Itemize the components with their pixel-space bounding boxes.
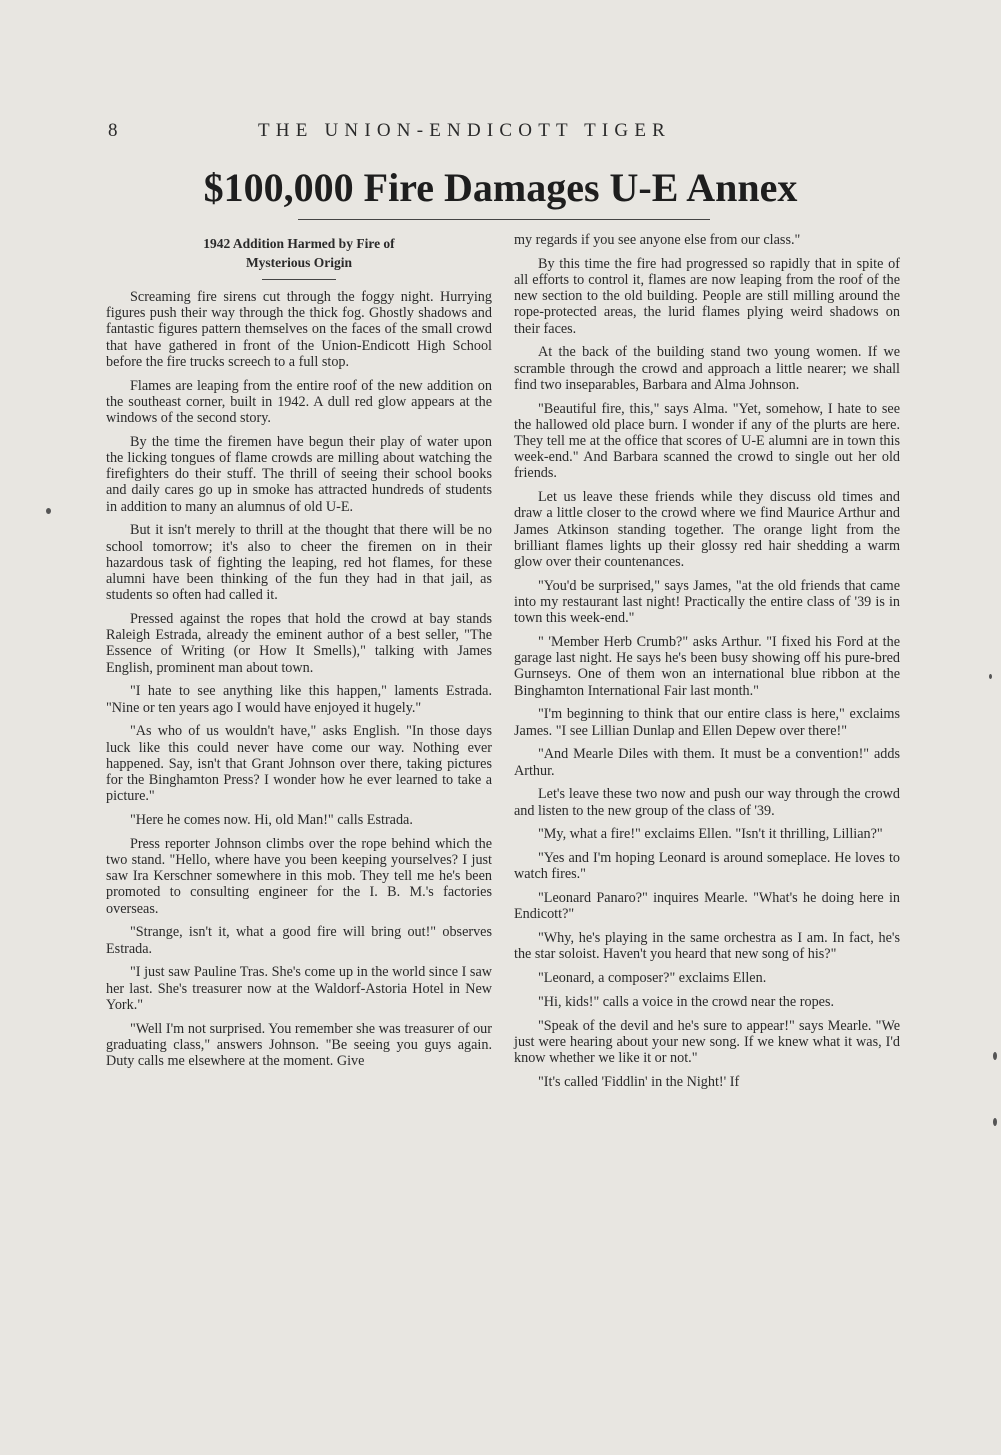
right-column <box>514 232 900 1098</box>
page-number: 8 <box>108 120 119 141</box>
scan-speck <box>993 1118 997 1126</box>
paragraph: "I hate to see anything like this happen," laments Estrada. "Nine or ten years ago I would have enjoyed it hugely." <box>106 683 492 716</box>
paragraph: At the back of the building stand two young women. If we scramble through the crowd and approach a little nearer; we shall find two inseparables, Barbara and Alma Johnson. <box>514 344 900 393</box>
paragraph: Let's leave these two now and push our way through the crowd and listen to the new group of the class of '39. <box>514 786 900 819</box>
paragraph: Let us leave these friends while they discuss old times and draw a little closer to the crowd where we find Maurice Arthur and James Atkinson standing together. The orange light from the brilliant flames lights up their glossy red hair shedding a warm glow over their countenances. <box>514 489 900 571</box>
article-headline: $100,000 Fire Damages U-E Annex <box>203 165 798 210</box>
paragraph: "And Mearle Diles with them. It must be a convention!" adds Arthur. <box>514 746 900 779</box>
paragraph: Pressed against the ropes that hold the crowd at bay stands Raleigh Estrada, already the eminent author of a best seller, "The Essence of Writing (or How It Smells)," talking with James English, prominent man about town. <box>106 611 492 676</box>
paragraph: "I'm beginning to think that our entire class is here," exclaims James. "I see Lillian Dunlap and Ellen Depew over there!" <box>514 706 900 739</box>
subhead-line-2: Mysterious Origin <box>245 255 353 270</box>
paragraph: But it isn't merely to thrill at the thought that there will be no school tomorrow; it's also to cheer the firemen on in their hazardous task of fighting the leaping, red hot flames, for these alumni have been thinking of the fun they had in that jail, as students so often had called it. <box>106 522 492 604</box>
paragraph: "Leonard, a composer?" exclaims Ellen. <box>538 970 767 987</box>
paragraph: "Hi, kids!" calls a voice in the crowd near the ropes. <box>538 994 835 1011</box>
paragraph-continued: my regards if you see anyone else from our class." <box>514 232 801 248</box>
paragraph: By the time the firemen have begun their play of water upon the licking tongues of flame crowds are milling about watching the firefighters do their stuff. The thrill of seeing their school books and daily cares go up in smoke has attracted hundreds of students in addition to many an alumnus of old U-E. <box>106 433 492 515</box>
article-subhead <box>106 234 492 272</box>
paragraph: By this time the fire had progressed so rapidly that in spite of all efforts to control it, flames are now leaping from the roof of the new section to the old building. People are still milling around the rope-protected areas, the lurid flames plying weird shadows on their faces. <box>514 255 900 337</box>
headline-divider <box>298 219 710 220</box>
paragraph: "Yes and I'm hoping Leonard is around someplace. He loves to watch fires." <box>514 850 900 883</box>
paragraph: "Speak of the devil and he's sure to appear!" says Mearle. "We just were hearing about your new song. If we knew what it was, I'd know whether we like it or not." <box>514 1017 900 1067</box>
paragraph: "Leonard Panaro?" inquires Mearle. "What's he doing here in Endicott?" <box>514 890 900 923</box>
scan-speck <box>46 508 51 514</box>
paragraph: "Strange, isn't it, what a good fire will bring out!" observes Estrada. <box>106 924 492 957</box>
paragraph: "As who of us wouldn't have," asks English. "In those days luck like this could never have come our way. Nothing ever happened. Say, isn't that Grant Johnson over there, taking pictures for the Binghamton Press? I wonder how he ever learned to take a picture." <box>106 723 492 805</box>
subhead-line-1: 1942 Addition Harmed by Fire of <box>203 236 395 251</box>
paragraph: "It's called 'Fiddlin' in the Night!' If <box>538 1074 740 1091</box>
scan-speck <box>993 1052 997 1060</box>
paragraph: "Beautiful fire, this," says Alma. "Yet, somehow, I hate to see the hallowed old place burn. I wonder if any of the plurts are here. They tell me at the office that scores of U-E alumni are in town this week-end." And Barbara scanned the crowd to single out her old friends. <box>514 400 900 482</box>
subhead-divider <box>262 279 336 280</box>
paragraph: " 'Member Herb Crumb?" asks Arthur. "I fixed his Ford at the garage last night. He says he's been busy showing off his pure-bred Gurnseys. One of them won an international blue ribbon at the Binghamton International Fair last month." <box>514 634 900 699</box>
running-head <box>0 120 1001 144</box>
paragraph: "My, what a fire!" exclaims Ellen. "Isn't it thrilling, Lillian?" <box>538 826 883 843</box>
left-column <box>106 232 492 1077</box>
paragraph: Press reporter Johnson climbs over the rope behind which the two stand. "Hello, where have you been keeping yourselves? I just saw Ira Kerschner somewhere in this mob. They tell me he's been promoted to consulting engineer for the I. B. M.'s factories overseas. <box>106 835 492 917</box>
paragraph: Flames are leaping from the entire roof of the new addition on the southeast corner, built in 1942. A dull red glow appears at the windows of the second story. <box>106 377 492 427</box>
paragraph: "Why, he's playing in the same orchestra as I am. In fact, he's the star soloist. Haven't you heard that new song of his?" <box>514 930 900 963</box>
publication-title: THE UNION-ENDICOTT TIGER <box>258 120 672 141</box>
scan-speck <box>989 674 992 679</box>
paragraph: Screaming fire sirens cut through the foggy night. Hurrying figures push their way through the thick fog. Ghostly shadows and fantastic figures pattern themselves on the faces of the small crowd that have gathered in front of the Union-Endicott High School before the fire trucks screech to a full stop. <box>106 289 492 370</box>
paragraph: "Well I'm not surprised. You remember she was treasurer of our graduating class," answers Johnson. "Be seeing you guys again. Duty calls me elsewhere at the moment. Give <box>106 1020 492 1070</box>
paragraph: "Here he comes now. Hi, old Man!" calls Estrada. <box>130 812 413 829</box>
paragraph: "I just saw Pauline Tras. She's come up in the world since I saw her last. She's treasurer now at the Waldorf-Astoria Hotel in New York." <box>106 964 492 1013</box>
paragraph: "You'd be surprised," says James, "at the old friends that came into my restaurant last night! Practically the entire class of '39 is in town this week-end." <box>514 577 900 627</box>
